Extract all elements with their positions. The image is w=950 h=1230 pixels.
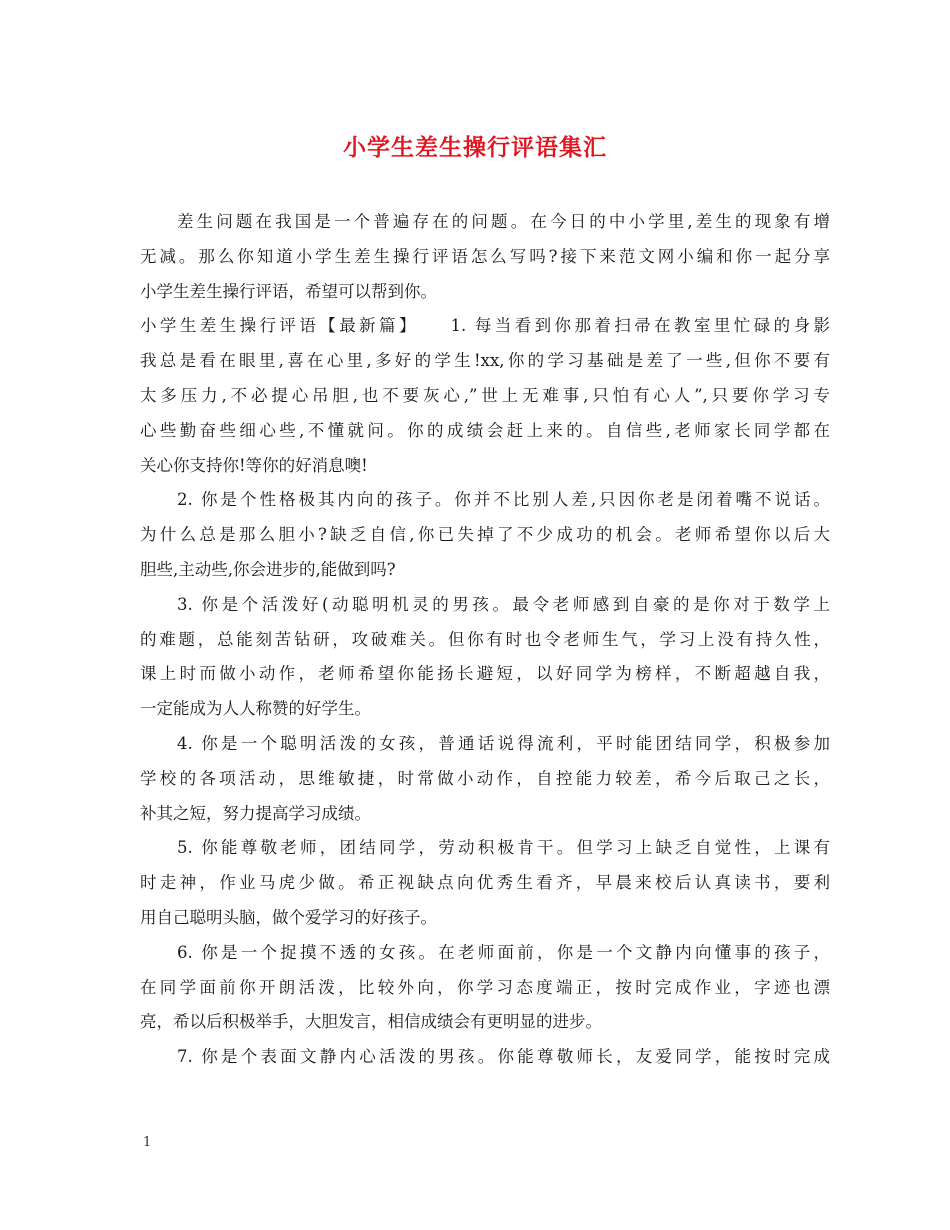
text-line: 3. 你是个活泼好(动聪明机灵的男孩。最令老师感到自豪的是你对于数学上 (177, 594, 830, 614)
text-line: 6. 你是一个捉摸不透的女孩。在老师面前，你是一个文静内向懂事的孩子， (177, 942, 830, 962)
text-line: 无减。那么你知道小学生差生操行评语怎么写吗?接下来范文网小编和你一起分享 (140, 246, 830, 266)
text-line: 用自己聪明头脑，做个爱学习的好孩子。 (140, 907, 437, 927)
text-line: 学校的各项活动，思维敏捷，时常做小动作，自控能力较差，希今后取己之长， (140, 768, 830, 788)
text-line: 2. 你是个性格极其内向的孩子。你并不比别人差,只因你老是闭着嘴不说话。 (177, 490, 830, 510)
text-line: 7. 你是个表面文静内心活泼的男孩。你能尊敬师长，友爱同学，能按时完成 (177, 1047, 830, 1067)
text-line: 关心你支持你!等你的好消息噢! (140, 455, 368, 475)
text-line: 胆些,主动些,你会进步的,能做到吗? (140, 559, 396, 579)
text-line: 补其之短，努力提高学习成绩。 (140, 803, 371, 823)
text-line: 课上时而做小动作，老师希望你能扬长避短，以好同学为榜样，不断超越自我， (140, 664, 830, 684)
document-body (140, 205, 830, 1075)
text-line: 在同学面前你开朗活泼，比较外向，你学习态度端正，按时完成作业，字迹也漂 (140, 977, 830, 997)
text-line: 小学生差生操行评语【最新篇】 1. 每当看到你那着扫帚在教室里忙碌的身影 (140, 316, 830, 336)
text-line: 我总是看在眼里,喜在心里,多好的学生!xx,你的学习基础是差了一些,但你不要有 (140, 351, 830, 371)
text-line: 的难题，总能刻苦钻研，攻破难关。但你有时也令老师生气，学习上没有持久性， (140, 629, 830, 649)
text-line: 太多压力,不必提心吊胆,也不要灰心,”世上无难事,只怕有心人”,只要你学习专 (140, 385, 830, 405)
text-line: 亮，希以后积极举手，大胆发言，相信成绩会有更明显的进步。 (140, 1012, 602, 1032)
text-line: 差生问题在我国是一个普遍存在的问题。在今日的中小学里,差生的现象有增 (177, 212, 830, 231)
text-line: 心些勤奋些细心些,不懂就问。你的成绩会赶上来的。自信些,老师家长同学都在 (140, 420, 830, 440)
text-line: 5. 你能尊敬老师，团结同学，劳动积极肯干。但学习上缺乏自觉性，上课有 (177, 838, 830, 858)
text-line: 为什么总是那么胆小?缺乏自信,你已失掉了不少成功的机会。老师希望你以后大 (140, 525, 830, 545)
page-number: 1 (143, 1135, 152, 1150)
text-line: 小学生差生操行评语，希望可以帮到你。 (140, 281, 437, 301)
text-line: 4. 你是一个聪明活泼的女孩，普通话说得流利，平时能团结同学，积极参加 (177, 733, 830, 753)
text-line: 时走神，作业马虎少做。希正视缺点向优秀生看齐，早晨来校后认真读书，要利 (140, 873, 830, 893)
page-title: 小学生差生操行评语集汇 (343, 134, 607, 161)
text-line: 一定能成为人人称赞的好学生。 (140, 699, 371, 719)
